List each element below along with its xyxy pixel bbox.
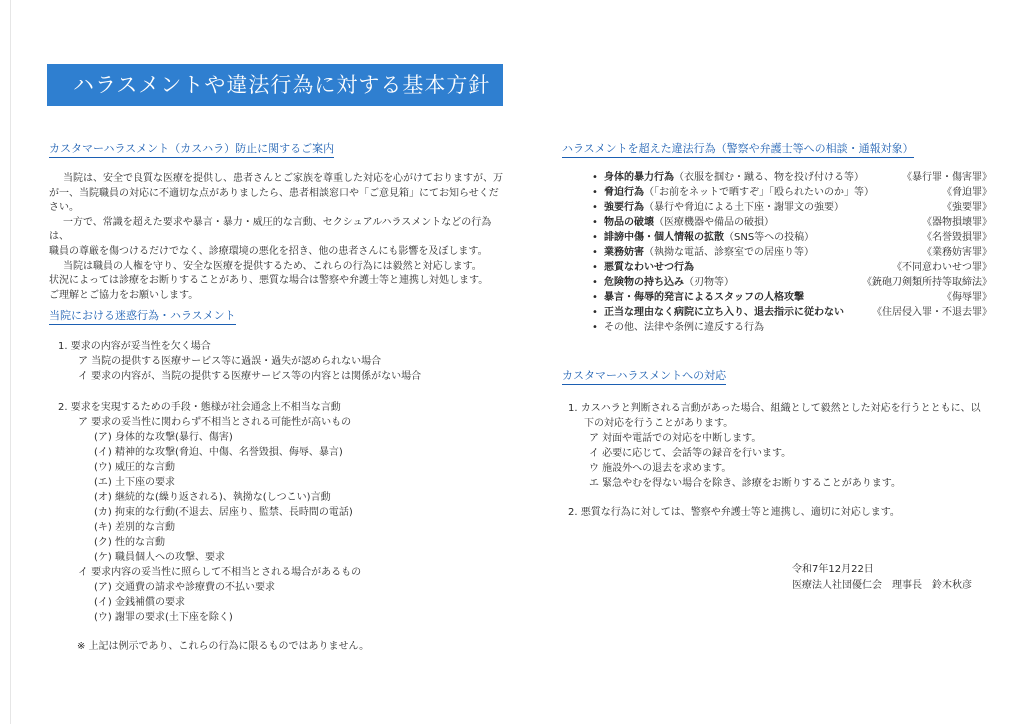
list-item: (キ) 差別的な言動 (94, 522, 175, 533)
list-item: ウ 施設外への退去を求めます。 (589, 463, 732, 474)
list-item: 2. 悪質な行為に対しては、警察や弁護士等と連携し、適切に対応します。 (568, 507, 900, 518)
list-item (592, 306, 992, 320)
applicable-law: 《業務妨害罪》 (922, 247, 992, 258)
bullet-icon: • (592, 292, 598, 303)
illegal-act-detail: （暴行や脅迫による土下座・謝罪文の強要） (644, 202, 844, 213)
applicable-law: 《強要罪》 (942, 202, 992, 213)
paragraph-line: 当院は、安全で良質な医療を提供し、患者さんとご家族を尊重した対応を心がけておりますが、万 (63, 173, 503, 184)
bullet-icon: • (592, 202, 598, 213)
illegal-act-detail: （医療機器や備品の破損） (654, 217, 774, 228)
section-heading-customer-harassment-guide: カスタマーハラスメント（カスハラ）防止に関するご案内 (49, 142, 334, 158)
footnote: ※ 上記は例示であり、これらの行為に限るものではありません。 (77, 641, 370, 652)
applicable-law: 《不同意わいせつ罪》 (892, 262, 992, 273)
list-item (592, 216, 992, 230)
list-item: ア 対面や電話での対応を中断します。 (589, 433, 762, 444)
list-item: ア 要求の妥当性に関わらず不相当とされる可能性が高いもの (78, 417, 352, 428)
list-item (592, 231, 992, 245)
applicable-law: 《脅迫罪》 (942, 187, 992, 198)
list-item: 1. 要求の内容が妥当性を欠く場合 (58, 341, 211, 352)
list-item: 2. 要求を実現するための手段・態様が社会通念上不相当な言動 (58, 402, 341, 413)
signature-date: 令和7年12月22日 (792, 564, 874, 575)
illegal-act-name: 暴言・侮辱的発言によるスタッフの人格攻撃 (604, 292, 804, 303)
paragraph-line: 当院は職員の人権を守り、安全な医療を提供するため、これらの行為には毅然と対応します。 (63, 260, 482, 272)
list-item (592, 261, 992, 275)
page-title: ハラスメントや違法行為に対する基本方針 (73, 73, 491, 97)
illegal-act-detail: （刃物等） (684, 277, 734, 288)
illegal-act-name: 正当な理由なく病院に立ち入り、退去指示に従わない (604, 307, 844, 318)
applicable-law: 《侮辱罪》 (942, 292, 992, 303)
applicable-law: 《名誉毀損罪》 (922, 232, 992, 243)
bullet-icon: • (592, 277, 598, 288)
illegal-act-name: 身体的暴力行為 (604, 172, 674, 183)
list-item: 下の対応を行うことがあります。 (584, 418, 734, 429)
list-item: (ク) 性的な言動 (94, 537, 165, 548)
paragraph-line: 職員の尊厳を傷つけるだけでなく、診療環境の悪化を招き、他の患者さんにも影響を及ぼします。 (49, 245, 488, 257)
list-item (592, 246, 992, 260)
bullet-icon: • (592, 217, 598, 228)
illegal-act-name: 脅迫行為 (604, 187, 644, 198)
illegal-act-name: 誹謗中傷・個人情報の拡散 (604, 232, 724, 243)
bullet-icon: • (592, 172, 598, 183)
applicable-law: 《器物損壊罪》 (922, 217, 992, 228)
list-item (592, 201, 992, 215)
list-item: (ア) 身体的な攻撃(暴行、傷害) (94, 432, 233, 443)
paragraph-line: が一、当院職員の対応に不適切な点がありましたら、患者相談窓口や「ご意見箱」にてお知らせくだ (49, 187, 499, 199)
list-item: (エ) 土下座の要求 (94, 477, 175, 488)
illegal-act-detail: （SNS等への投稿） (724, 232, 815, 243)
illegal-act-detail: その他、法律や条例に違反する行為 (604, 322, 764, 333)
illegal-act-name: 悪質なわいせつ行為 (604, 262, 694, 273)
paragraph-line: 状況によっては診療をお断りすることがあり、悪質な場合は警察や弁護士等と連携し対処します。 (49, 275, 489, 287)
list-item: (カ) 拘束的な行動(不退去、居座り、監禁、長時間の電話) (94, 507, 353, 518)
illegal-act-detail: （執拗な電話、診察室での居座り等） (644, 247, 814, 258)
bullet-icon: • (592, 232, 598, 243)
list-item: イ 要求の内容が、当院の提供する医療サービス等の内容とは関係がない場合 (78, 371, 422, 382)
applicable-law: 《銃砲刀剣類所持等取締法》 (862, 277, 992, 288)
paragraph-line: さい。 (49, 202, 79, 214)
list-item (592, 276, 992, 290)
list-item (592, 321, 992, 335)
section-heading-nuisance-acts: 当院における迷惑行為・ハラスメント (49, 309, 236, 325)
list-item (592, 171, 992, 185)
illegal-act-name: 物品の破壊 (604, 217, 654, 228)
list-item: ア 当院の提供する医療サービス等に過誤・過失が認められない場合 (78, 356, 382, 367)
illegal-act-name: 業務妨害 (604, 247, 644, 258)
bullet-icon: • (592, 187, 598, 198)
list-item (592, 186, 992, 200)
list-item: (ウ) 謝罪の要求(土下座を除く) (94, 612, 233, 623)
list-item: (ア) 交通費の請求や診療費の不払い要求 (94, 582, 275, 593)
illegal-act-detail: （衣服を掴む・蹴る、物を投げ付ける等） (674, 172, 864, 183)
bullet-icon: • (592, 262, 598, 273)
section-heading-response: カスタマーハラスメントへの対応 (562, 369, 726, 385)
list-item: (オ) 継続的な(繰り返される)、執拗な(しつこい)言動 (94, 492, 331, 503)
list-item: イ 要求内容の妥当性に照らして不相当とされる場合があるもの (78, 567, 362, 578)
bullet-icon: • (592, 247, 598, 258)
list-item: (イ) 精神的な攻撃(脅迫、中傷、名誉毀損、侮辱、暴言) (94, 447, 343, 458)
illegal-act-detail: （「お前をネットで晒すぞ」「殴られたいのか」等） (644, 187, 874, 198)
list-item: (ケ) 職員個人への攻撃、要求 (94, 552, 225, 563)
list-item: (イ) 金銭補償の要求 (94, 597, 185, 608)
applicable-law: 《住居侵入罪・不退去罪》 (872, 307, 992, 318)
list-item: イ 必要に応じて、会話等の録音を行います。 (589, 448, 792, 459)
paragraph-line: 一方で、常識を超えた要求や暴言・暴力・威圧的な言動、セクシュアルハラスメントなどの行為は、 (49, 216, 492, 243)
applicable-law: 《暴行罪・傷害罪》 (902, 172, 992, 183)
list-item: 1. カスハラと判断される言動があった場合、組織として毅然とした対応を行うとともに、以 (568, 403, 981, 414)
illegal-act-name: 危険物の持ち込み (604, 277, 684, 288)
list-item (592, 291, 992, 305)
bullet-icon: • (592, 307, 598, 318)
section-heading-illegal-acts: ハラスメントを超えた違法行為（警察や弁護士等への相談・通報対象） (562, 142, 914, 158)
paragraph-line: ご理解とご協力をお願いします。 (49, 289, 199, 301)
signature-organization: 医療法人社団優仁会 理事長 鈴木秋彦 (792, 580, 972, 591)
list-item: エ 緊急やむを得ない場合を除き、診療をお断りすることがあります。 (589, 478, 901, 489)
bullet-icon: • (592, 322, 598, 333)
illegal-act-name: 強要行為 (604, 202, 644, 213)
list-item: (ウ) 威圧的な言動 (94, 462, 175, 473)
